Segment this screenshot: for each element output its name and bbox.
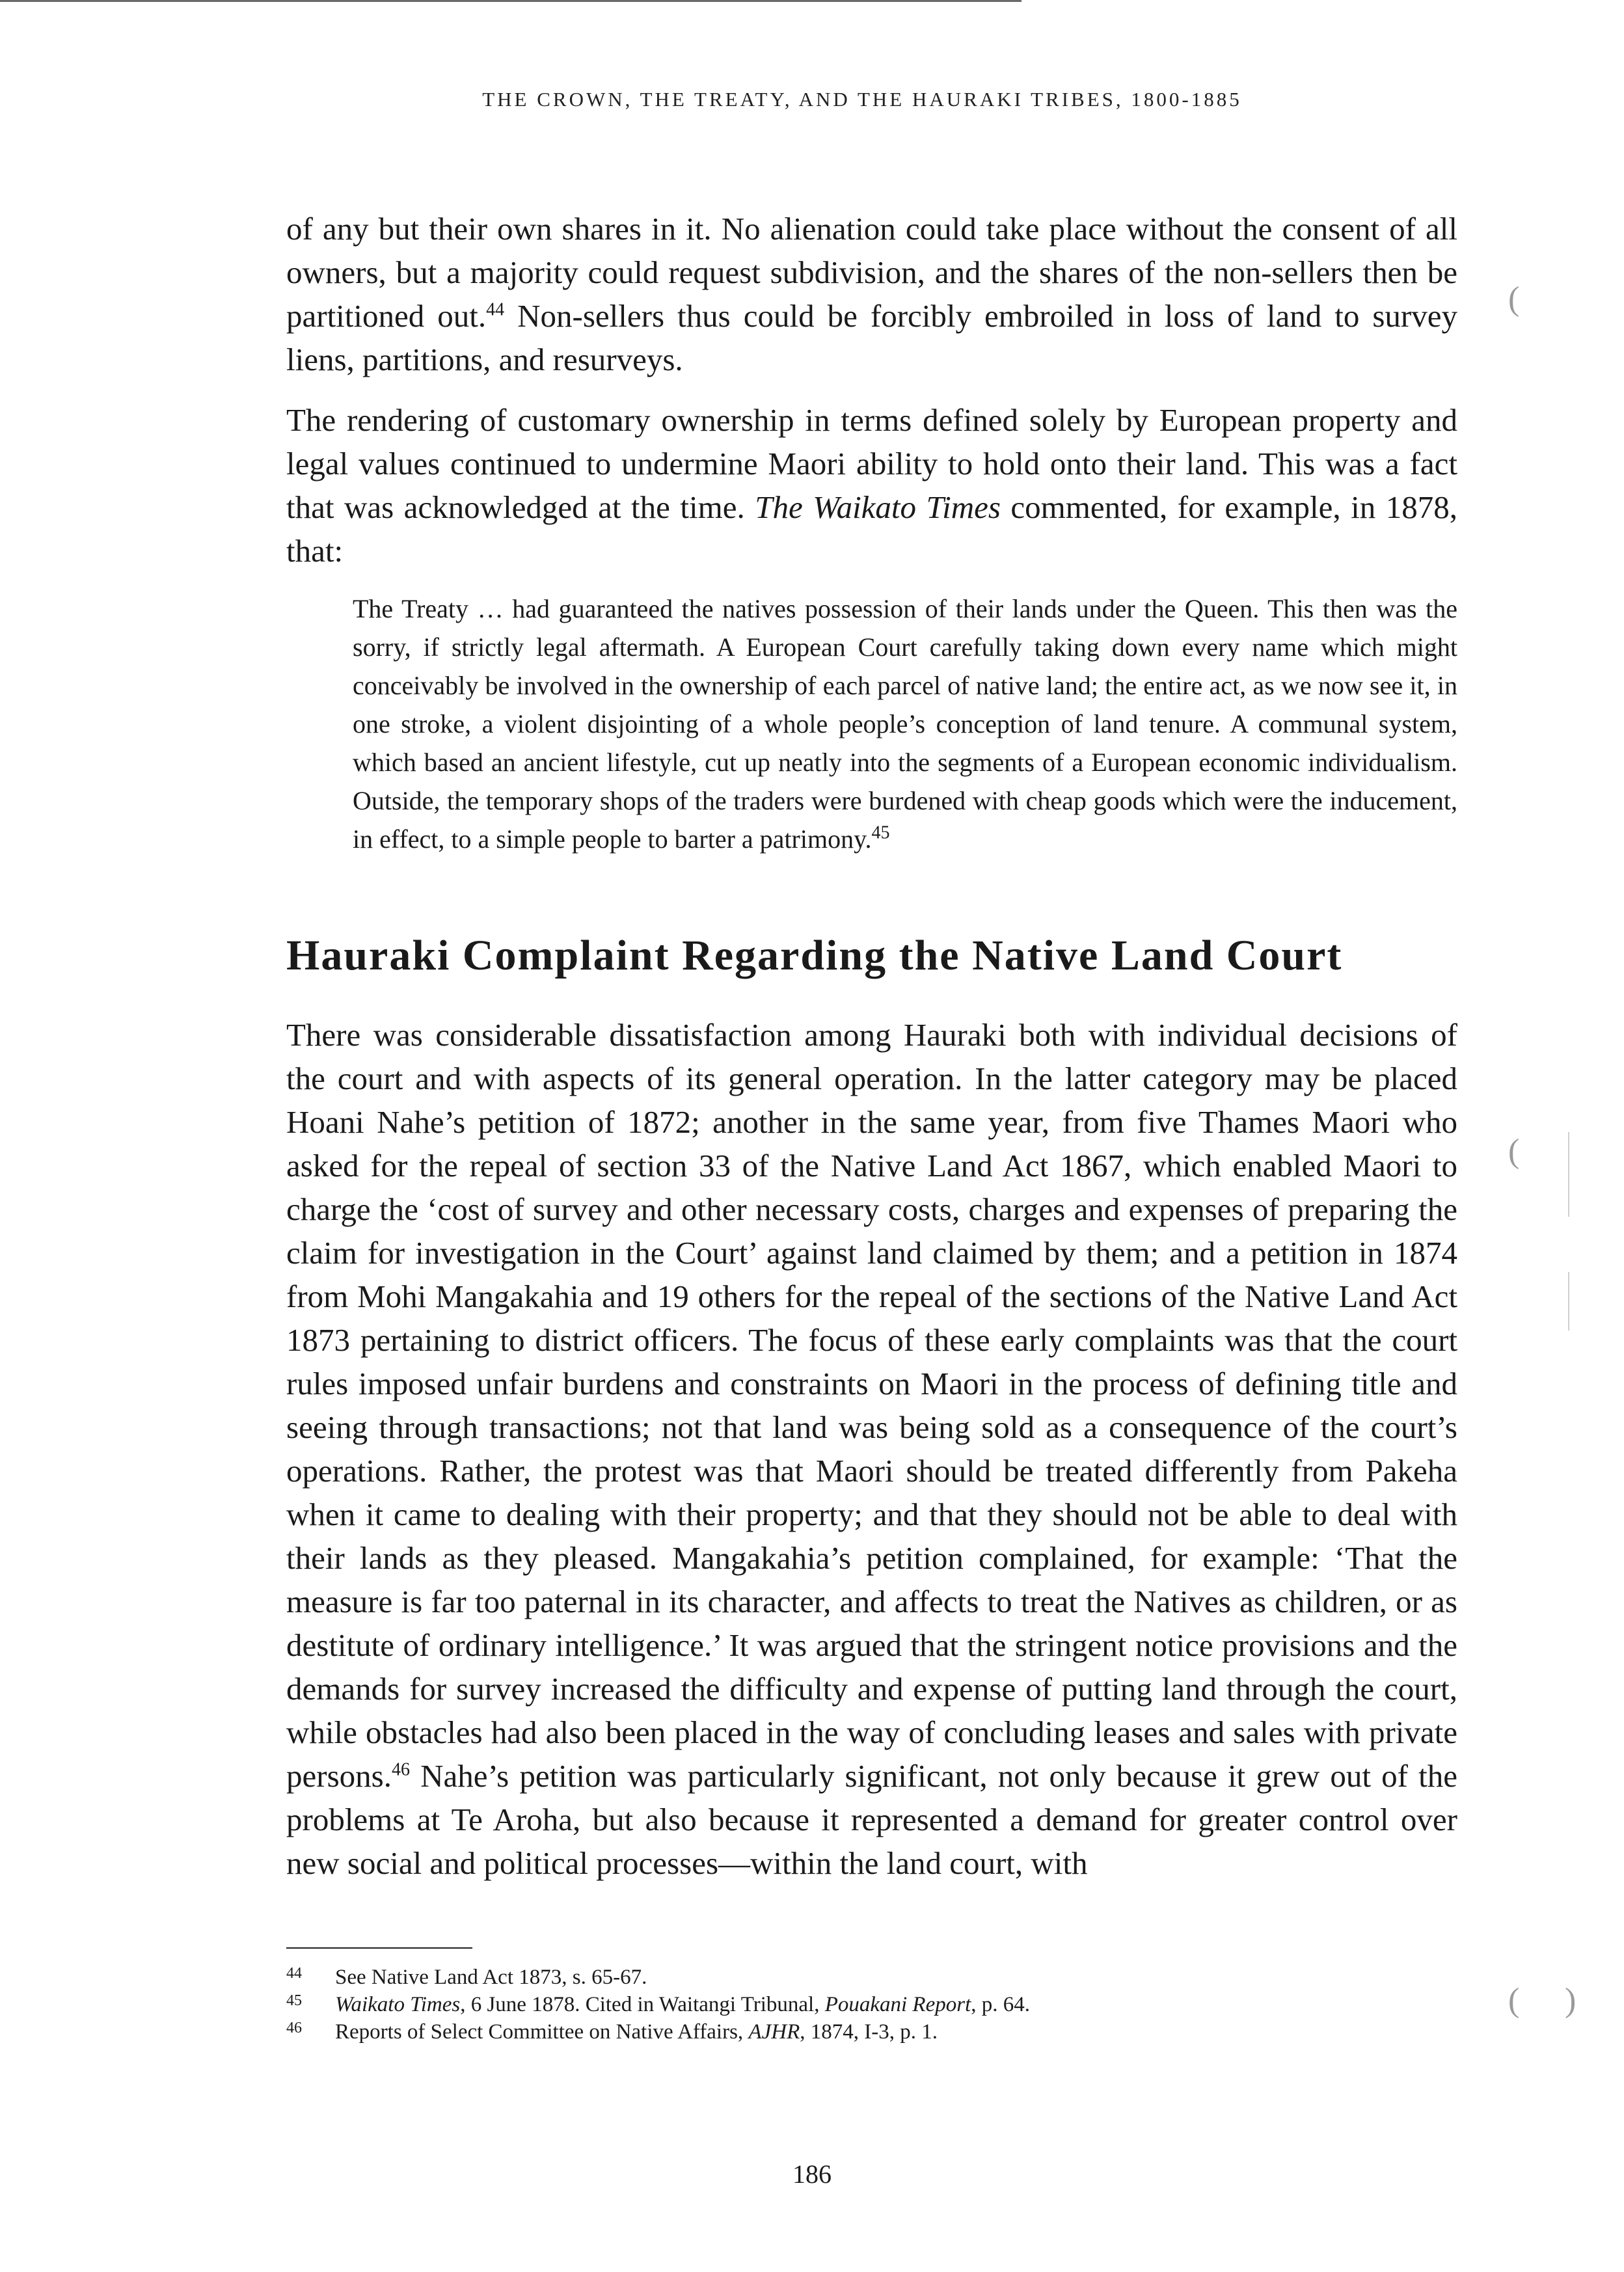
- scan-artifact-mark: (: [1508, 1982, 1520, 2019]
- footnote-text-part: See Native Land Act 1873, s. 65-67.: [335, 1966, 647, 1989]
- footnote-text-part: , 1874, I-3, p. 1.: [800, 2020, 938, 2044]
- body-paragraph-2: [286, 398, 1457, 573]
- paragraph-text: Non-sellers thus could be forcibly embroiled in loss of land to survey liens, partitions, and resurveys.: [286, 298, 1457, 377]
- page-body: [286, 207, 1457, 1902]
- scan-artifact-mark: (: [1508, 280, 1520, 318]
- footnote-text: [335, 1964, 647, 1991]
- footnote-italic-part: AJHR: [748, 2020, 800, 2044]
- page-number: 186: [792, 2159, 832, 2189]
- scan-artifact-line: [1568, 1272, 1569, 1331]
- footnote-number: 45: [286, 1992, 302, 2009]
- footnote-italic-part: Waikato Times: [335, 1993, 461, 2016]
- footnote-ref-46[interactable]: 46: [391, 1759, 410, 1780]
- paragraph-text: There was considerable dissatisfaction among Hauraki both with individual decisions of the court and with aspects of its general operation. In the latter category may be placed Hoani Nahe’s petition of 1872; another in the same year, from five Thames Maori who asked for the repeal of section 33 of the Native Land Act 1867, which enabled Maori to charge the ‘cost of survey and other necessary costs, charges and expenses of preparing the claim for investigation in the Court’ against land claimed by them; and a petition in 1874 from Mohi Mangakahia and 19 others for the repeal of the sections of the Native Land Act 1873 pertaining to district officers. The focus of these early complaints was that the court rules imposed unfair burdens and constraints on Maori in the process of defining title and seeing through transactions; not that land was being sold as a consequence of the court’s operations. Rather, the protest was that Maori should be treated differently from Pakeha when it came to dealing with their property; and that they should not be able to deal with their lands as they pleased. Mangakahia’s petition complained, for example: ‘That the measure is far too paternal in its character, and affects to treat the Natives as children, or as destitute of ordinary intelligence.’ It was argued that the stringent notice provisions and the demands for survey increased the difficulty and expense of putting land through the court, while obstacles had also been placed in the way of concluding leases and sales with private persons.: [286, 1017, 1457, 1794]
- paragraph-text: of any but their own shares in it. No alienation could take place without the consent of all owners, but a majority could request subdivision, and the shares of the non-sellers then be partitioned out.: [286, 211, 1457, 334]
- footnote-italic-part: Pouakani Report: [824, 1993, 971, 2016]
- section-heading: Hauraki Complaint Regarding the Native Land Court: [286, 932, 1343, 979]
- footnote-45: [286, 1991, 1457, 2018]
- footnote-text: [335, 2018, 938, 2046]
- footnote-rule: [286, 1947, 472, 1949]
- quote-text: The Treaty … had guaranteed the natives possession of their lands under the Queen. This then was the sorry, if strictly legal aftermath. A European Court carefully taking down every name which might conceivably be involved in the ownership of each parcel of native land; the entire act, as we now see it, in one stroke, a violent disjointing of a whole people’s conception of land tenure. A communal system, which based an ancient lifestyle, cut up neatly into the segments of a European economic individualism. Outside, the temporary shops of the traders were burdened with cheap goods which were the inducement, in effect, to a simple people to barter a patrimony.: [353, 594, 1457, 854]
- footnote-number: 46: [286, 2020, 302, 2036]
- newspaper-title: The Waikato Times: [755, 489, 1001, 525]
- scan-artifact-mark: (: [1508, 1133, 1520, 1170]
- paragraph-text: The rendering of customary ownership in terms defined solely by European property and legal values continued to undermine Maori ability to hold onto their land. This was a fact that was acknowledged at the time.: [286, 402, 1457, 525]
- footnote-text-part: Reports of Select Committee on Native Affairs,: [335, 2020, 749, 2044]
- paragraph-text: commented, for example, in 1878, that:: [286, 489, 1457, 569]
- paragraph-text: Nahe’s petition was particularly significant, not only because it grew out of the problems at Te Aroha, but also because it represented a demand for greater control over new social and political processes—within the land court, with: [286, 1758, 1457, 1881]
- scan-top-rule: [0, 0, 1022, 2]
- scan-artifact-mark: ): [1565, 1982, 1577, 2019]
- footnote-number: 44: [286, 1965, 302, 1982]
- footnote-ref-44[interactable]: 44: [486, 299, 505, 320]
- block-quote: [353, 589, 1457, 858]
- footnote-44: [286, 1964, 1457, 1991]
- footnote-ref-45[interactable]: 45: [871, 822, 890, 843]
- running-head: THE CROWN, THE TREATY, AND THE HAURAKI TRIBES, 1800-1885: [482, 88, 1242, 111]
- footnote-text-part: , p. 64.: [971, 1993, 1030, 2016]
- footnote-list: [286, 1964, 1457, 2046]
- body-paragraph-1: [286, 207, 1457, 381]
- footnote-text: [335, 1991, 1030, 2018]
- footnote-text-part: , 6 June 1878. Cited in Waitangi Tribunal,: [460, 1993, 825, 2016]
- scan-artifact-line: [1568, 1132, 1569, 1217]
- body-paragraph-3: [286, 1013, 1457, 1885]
- footnote-46: [286, 2018, 1457, 2046]
